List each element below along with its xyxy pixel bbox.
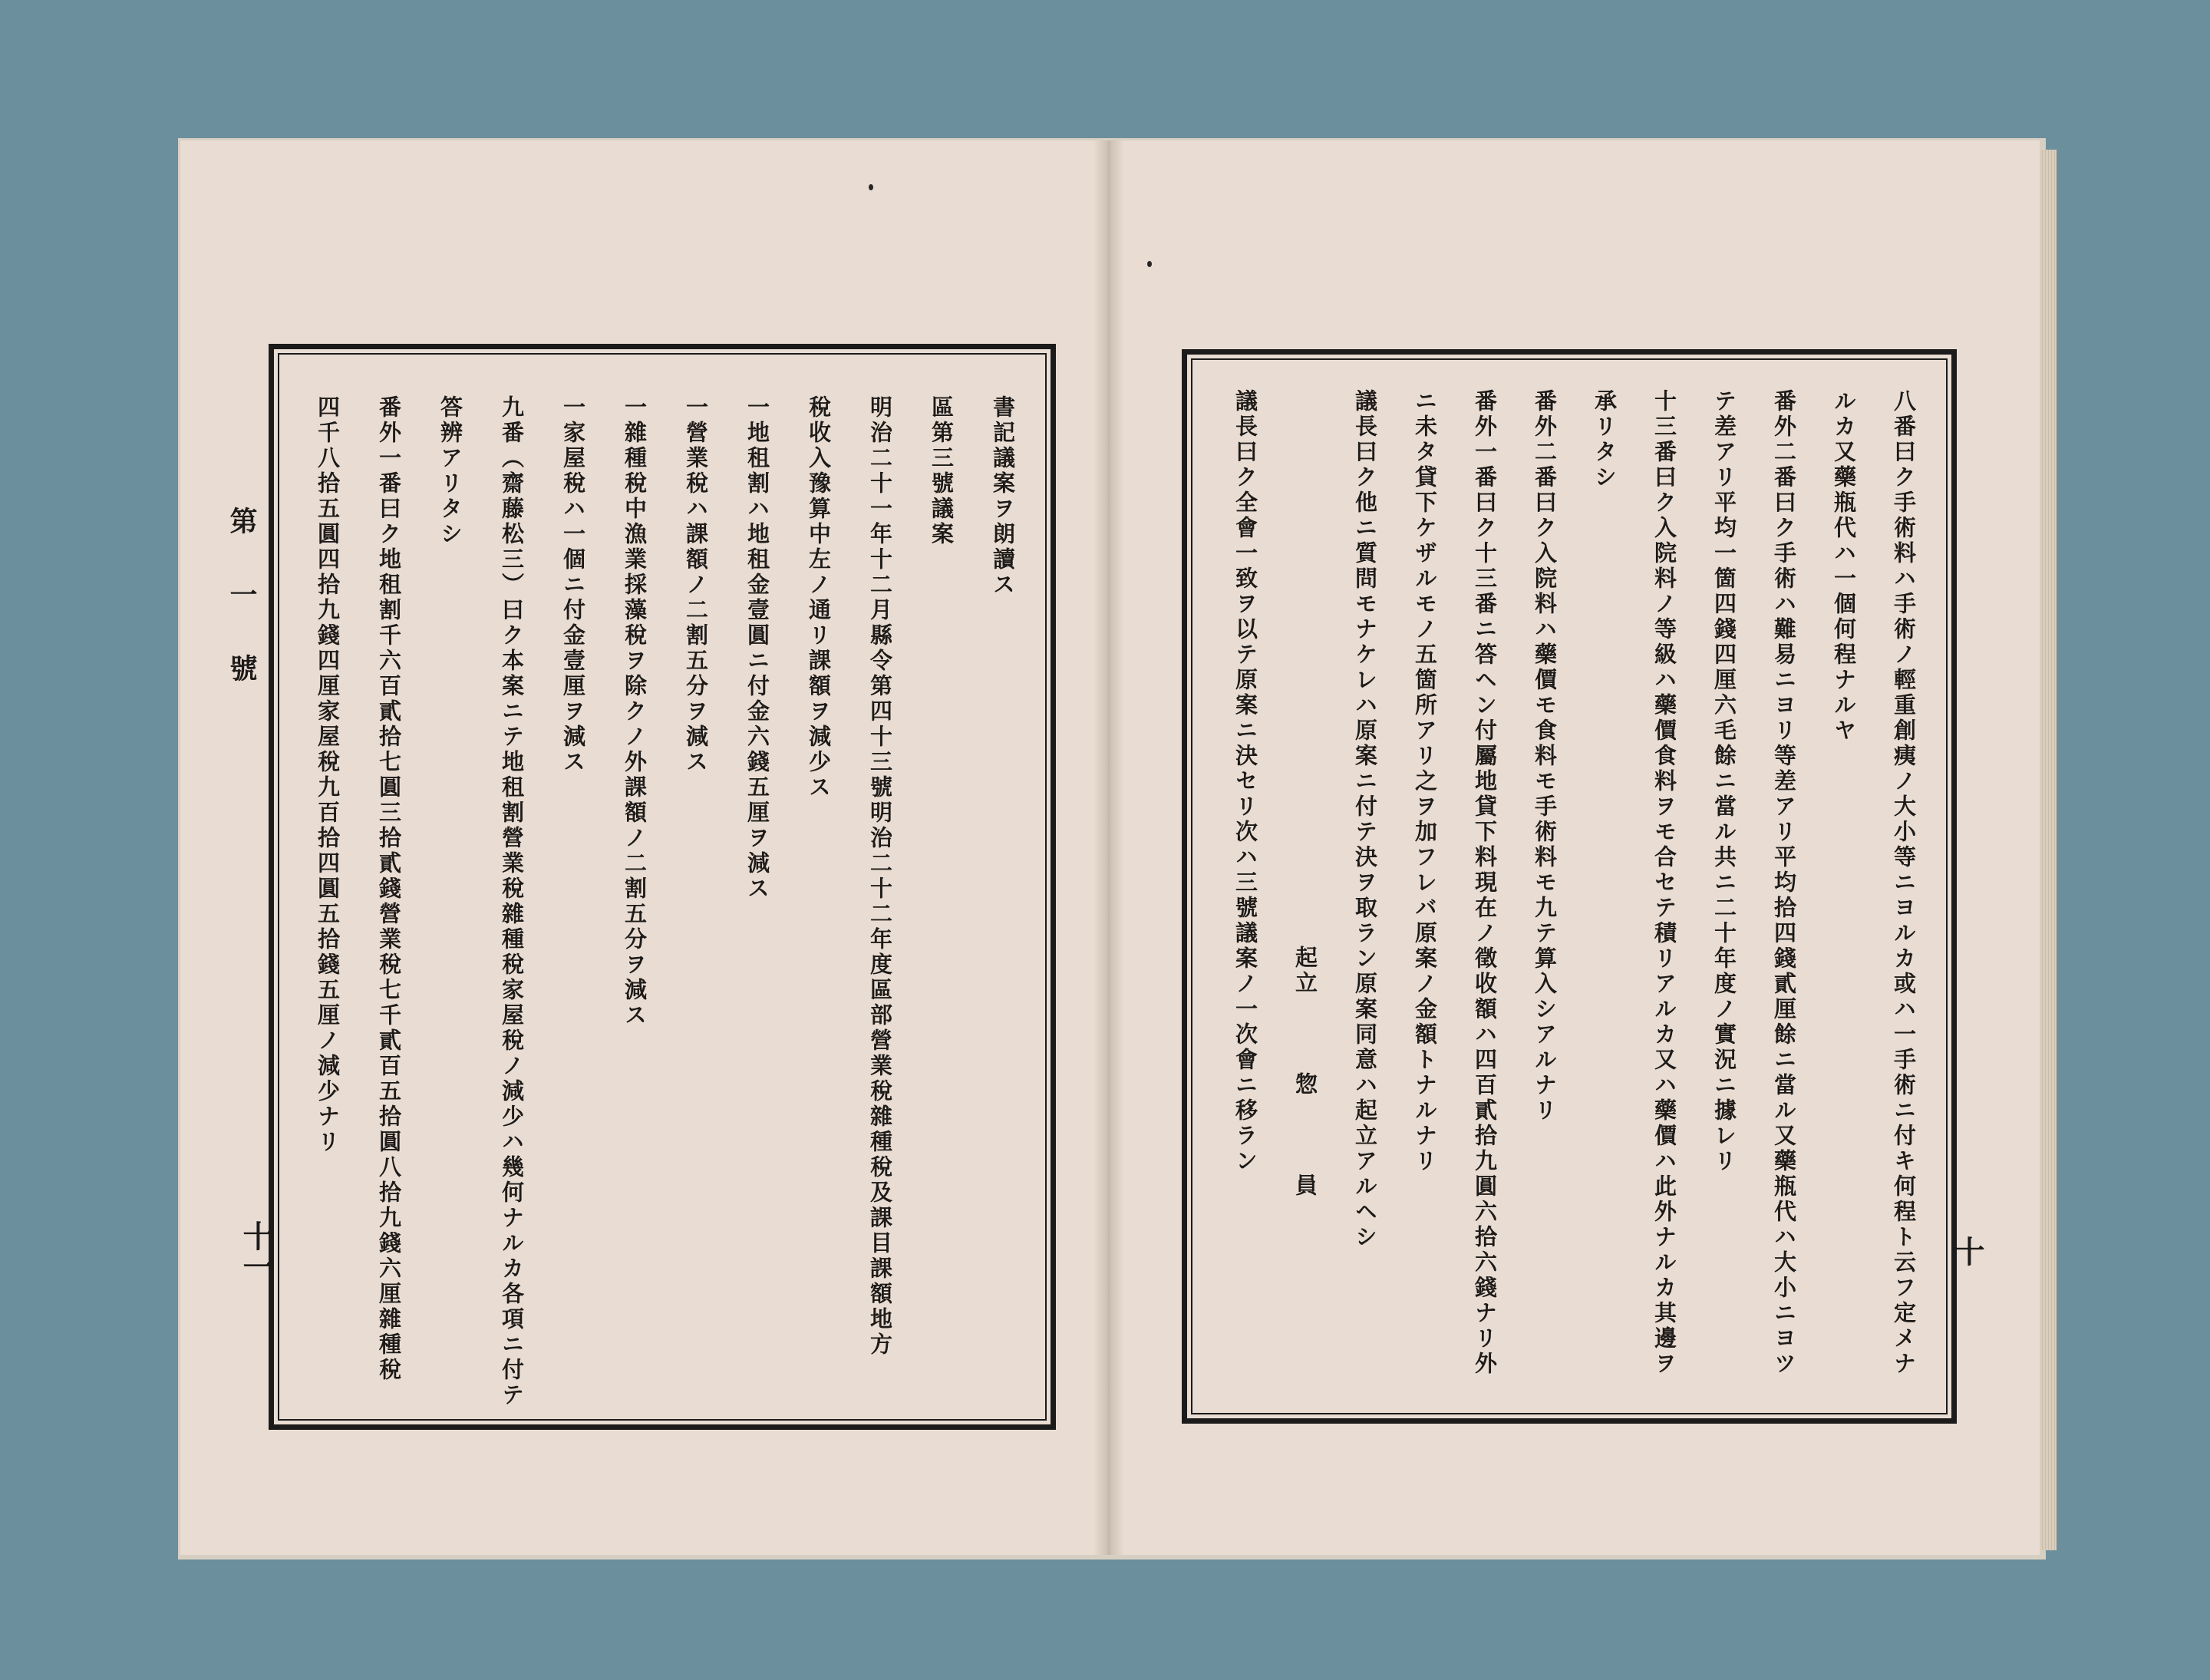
- text-column: 答辨アリタシ: [437, 395, 463, 547]
- text-column: 番外二番曰ク手術ハ難易ニヨリ等差アリ平均拾四錢貳厘餘ニ當ル又藥瓶代ハ大小ニヨツ: [1771, 389, 1797, 1377]
- text-column: 一雜種稅中漁業採藻稅ヲ除クノ外課額ノ二割五分ヲ減ス: [622, 395, 648, 1028]
- text-column: 明治二十一年十二月縣令第四十三號明治二十二年度區部營業稅雜種稅及課目課額地方: [867, 395, 893, 1358]
- text-column: 一營業稅ハ課額ノ二割五分ヲ減ス: [683, 395, 709, 775]
- text-column: ルカ又藥瓶代ハ一個何程ナルヤ: [1831, 389, 1857, 744]
- left-page-number: 十一: [238, 1220, 274, 1282]
- text-column: 番外一番曰ク地租割千六百貳拾七圓三拾貳錢營業稅七千貳百五拾圓八拾九錢六厘雜種稅: [376, 395, 402, 1383]
- book-gutter: [1093, 140, 1124, 1555]
- text-column: 起立 惣 員: [1292, 946, 1318, 1199]
- text-column: 番外二番曰ク入院料ハ藥價モ食料モ手術料モ九テ算入シアルナリ: [1532, 389, 1558, 1124]
- text-column: 八番曰ク手術料ハ手術ノ輕重創痍ノ大小等ニヨルカ或ハ一手術ニ付キ何程ト云フ定メナ: [1891, 389, 1917, 1377]
- right-page-number: 十: [1949, 1236, 1985, 1266]
- right-text-columns: [1187, 355, 1951, 1418]
- text-column: 承リタシ: [1592, 389, 1618, 490]
- page-edges: [2040, 150, 2057, 1550]
- issue-label: 第一號: [226, 507, 258, 728]
- text-column: 十三番曰ク入院料ノ等級ハ藥價食料ヲモ合セテ積リアルカ又ハ藥價ハ此外ナルカ其邊ヲ: [1651, 389, 1677, 1377]
- text-column: テ差アリ平均一箇四錢四厘六毛餘ニ當ル共ニ二十年度ノ實況ニ據レリ: [1711, 389, 1737, 1174]
- ink-speck: [1147, 261, 1152, 267]
- text-column: 番外一番曰ク十三番ニ答ヘン付屬地貸下料現在ノ徵收額ハ四百貳拾九圓六拾六錢ナリ外: [1472, 389, 1498, 1377]
- left-text-frame: [269, 344, 1056, 1430]
- text-column: 議長曰ク他ニ質問モナケレハ原案ニ付テ決ヲ取ラン原案同意ハ起立アルヘシ: [1352, 389, 1378, 1250]
- text-column: 九番（齋藤松三）曰ク本案ニテ地租割營業稅雜種稅家屋稅ノ減少ハ幾何ナルカ各項ニ付テ: [499, 395, 525, 1408]
- text-column: 議長曰ク全會一致ヲ以テ原案ニ決セリ次ハ三號議案ノ一次會ニ移ラン: [1232, 389, 1258, 1174]
- text-column: 一家屋稅ハ一個ニ付金壹厘ヲ減ス: [560, 395, 586, 775]
- text-column: 四千八拾五圓四拾九錢四厘家屋稅九百拾四圓五拾錢五厘ノ減少ナリ: [315, 395, 341, 1155]
- text-column: 稅收入豫算中左ノ通リ課額ヲ減少ス: [806, 395, 832, 800]
- ink-speck: [869, 184, 873, 190]
- right-text-frame: [1182, 349, 1957, 1424]
- text-column: 一地租割ハ地租金壹圓ニ付金六錢五厘ヲ減ス: [744, 395, 770, 902]
- text-column: ニ未タ貸下ケザルモノ五箇所アリ之ヲ加フレバ原案ノ金額トナルナリ: [1412, 389, 1438, 1174]
- left-text-columns: [274, 349, 1051, 1424]
- text-column: 區第三號議案: [929, 395, 955, 547]
- text-column: 書記議案ヲ朗讀ス: [990, 395, 1016, 598]
